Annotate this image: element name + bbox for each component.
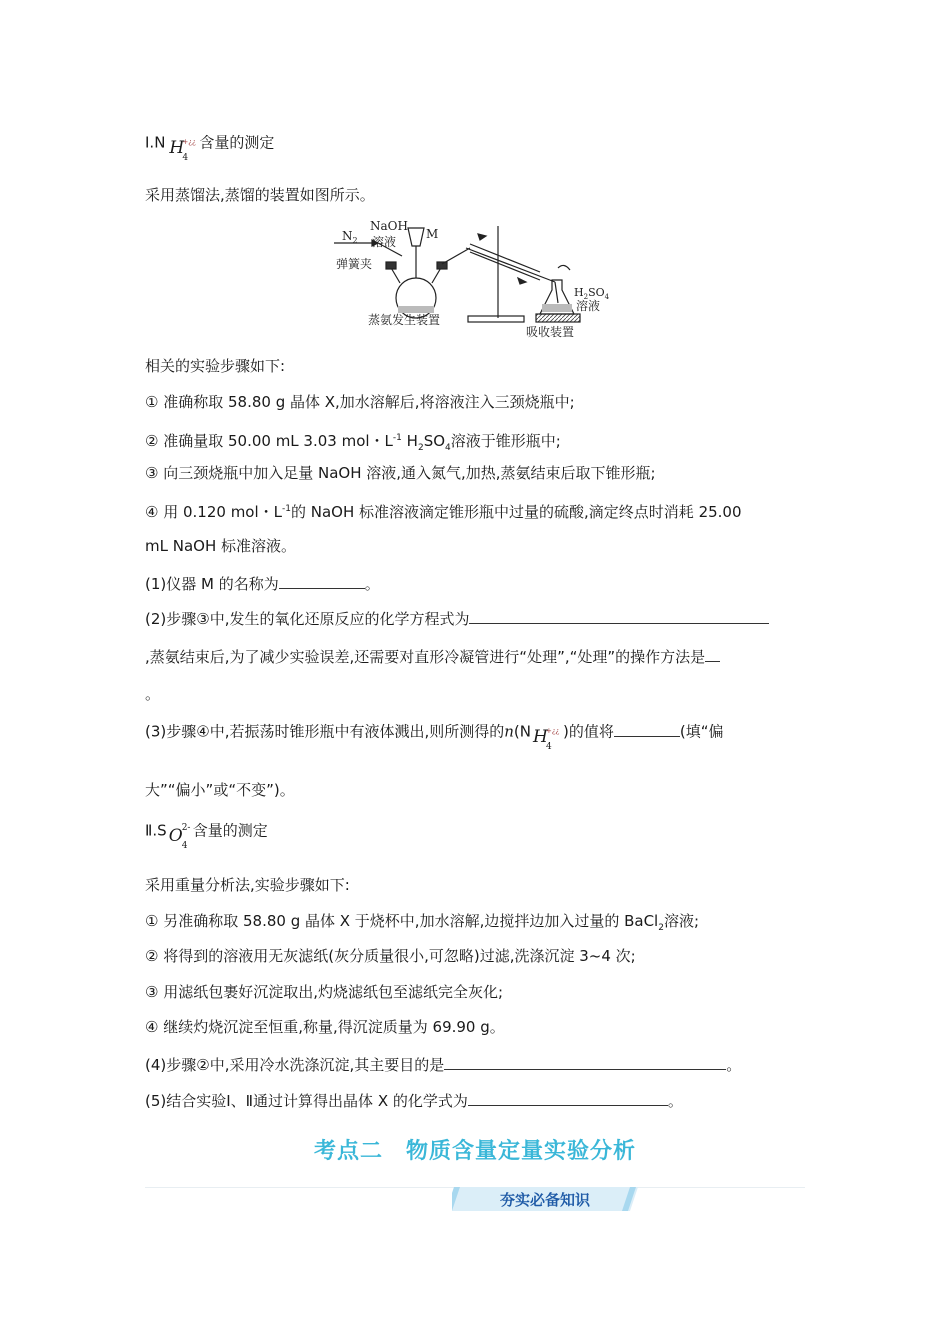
q5-end: 。 (667, 1092, 683, 1110)
question-2-end: 。 (145, 685, 161, 703)
step2-sub1: 2 (417, 443, 424, 453)
step4-text-b: 的 NaOH 标准溶液滴定锥形瓶中过量的硫酸,滴定终点时消耗 25.00 (291, 503, 742, 521)
q3-text: (3)步骤④中,若振荡时锥形瓶中有液体溅出,则所测得的 (145, 722, 505, 741)
q3-text-c: )的值将 (562, 722, 614, 741)
ion-sup: +¿¿ (182, 138, 196, 146)
label-solution-1: 溶液 (372, 235, 397, 249)
part1-intro: 采用蒸馏法,蒸馏的装置如图所示。 (145, 186, 375, 204)
label-solution-2: 溶液 (576, 299, 601, 313)
part2-title (145, 816, 268, 851)
ion-sub: 4 (182, 153, 189, 163)
question-5 (145, 1089, 683, 1111)
step2-sub2: 4 (445, 443, 451, 453)
q3-ion-main: H (532, 727, 548, 747)
ion-main: H (169, 138, 185, 158)
part2-step1-sub: 2 (658, 923, 664, 933)
q2-equation-blank[interactable] (469, 607, 769, 624)
part2-intro: 采用重量分析法,实验步骤如下: (145, 876, 350, 894)
step2-sup: -1 (392, 433, 402, 443)
label-h2so4: $H_2SO_4$ (574, 286, 610, 301)
q3-ammonium-ion (531, 717, 563, 752)
step2-text-a: ② 准确量取 50.00 mL 3.03 mol・L (145, 432, 393, 450)
sulfate-sub: 4 (181, 841, 188, 851)
step2-text-c: SO (423, 432, 446, 450)
part2-step1-a: ① 另准确称取 58.80 g 晶体 X 于烧杯中,加水溶解,边搅拌边加入过量的 BaCl (145, 912, 659, 930)
step4-sup: -1 (282, 504, 291, 514)
part1-title (145, 128, 275, 163)
part2-title-prefix: Ⅱ.S (145, 821, 167, 840)
distillation-apparatus-diagram (330, 218, 620, 340)
section-title: 考点二 物质含量定量实验分析 (313, 1139, 636, 1164)
title-suffix: 含量的测定 (199, 133, 275, 152)
sulfate-ion (167, 816, 193, 851)
banner-label: 夯实必备知识 (499, 1191, 590, 1209)
steps-heading: 相关的实验步骤如下: (145, 357, 286, 375)
title-prefix: Ⅰ.N (145, 133, 166, 152)
ammonium-ion (165, 128, 199, 163)
part2-step1-b: 溶液; (663, 912, 700, 930)
step4-text-a: ④ 用 0.120 mol・L (145, 503, 283, 521)
question-3 (145, 717, 724, 752)
label-absorber: 吸收装置 (526, 325, 575, 339)
part1-step4-cont: mL NaOH 标准溶液。 (145, 537, 297, 555)
part2-step4: ④ 继续灼烧沉淀至恒重,称量,得沉淀质量为 69.90 g。 (145, 1018, 505, 1036)
q5-text: (5)结合实验Ⅰ、Ⅱ通过计算得出晶体 X 的化学式为 (145, 1092, 468, 1110)
q2-text-b: ,蒸氨结束后,为了减少实验误差,还需要对直形冷凝管进行“处理”,“处理”的操作方法是 (145, 648, 706, 666)
part1-step2 (145, 428, 561, 458)
sulfate-sup: 2- (181, 823, 191, 833)
question-2-cont (145, 645, 720, 667)
part1-step3: ③ 向三颈烧瓶中加入足量 NaOH 溶液,通入氮气,加热,蒸氨结束后取下锥形瓶; (145, 464, 656, 482)
q4-answer-blank[interactable] (444, 1053, 726, 1070)
label-m: M (426, 227, 439, 241)
sulfate-main: O (168, 826, 183, 846)
q1-answer-blank[interactable] (279, 572, 365, 589)
part1-step4 (145, 499, 742, 522)
q3-text-d: (填“偏 (679, 722, 724, 741)
part2-step2: ② 将得到的溶液用无灰滤纸(灰分质量很小,可忽略)过滤,洗涤沉淀 3~4 次; (145, 947, 636, 965)
step2-text-d: 溶液于锥形瓶中; (450, 432, 561, 450)
label-naoh: NaOH (370, 219, 408, 233)
question-2 (145, 607, 769, 629)
q1-end: 。 (364, 575, 380, 593)
q2-text: (2)步骤③中,发生的氧化还原反应的化学方程式为 (145, 610, 470, 628)
q4-text: (4)步骤②中,采用冷水洗涤沉淀,其主要目的是 (145, 1056, 445, 1074)
step2-text-b: H (401, 432, 418, 450)
q5-answer-blank[interactable] (468, 1089, 668, 1106)
q3-ion-sup: +¿¿ (545, 727, 560, 735)
label-spring-clamp: 弹簧夹 (336, 257, 373, 271)
question-1 (145, 572, 380, 594)
q2-method-blank[interactable] (705, 645, 720, 662)
part2-step3: ③ 用滤纸包裹好沉淀取出,灼烧滤纸包至滤纸完全灰化; (145, 983, 504, 1001)
q3-paren: (N (513, 722, 531, 741)
q3-answer-blank[interactable] (614, 720, 680, 737)
part2-step1 (145, 911, 699, 938)
question-4 (145, 1053, 741, 1075)
part1-step1: ① 准确称取 58.80 g 晶体 X,加水溶解后,将溶液注入三颈烧瓶中; (145, 393, 575, 411)
q1-text: (1)仪器 M 的名称为 (145, 575, 279, 593)
question-3-cont: 大”“偏小”或“不变”)。 (145, 781, 295, 799)
part2-title-suffix: 含量的测定 (192, 821, 268, 840)
q4-end: 。 (726, 1056, 742, 1074)
q3-ion-sub: 4 (545, 742, 552, 752)
knowledge-banner (452, 1187, 638, 1211)
q3-n: n (504, 722, 514, 741)
label-n2: $N_2$ (342, 229, 358, 245)
label-ammonia-generator: 蒸氨发生装置 (368, 313, 441, 327)
